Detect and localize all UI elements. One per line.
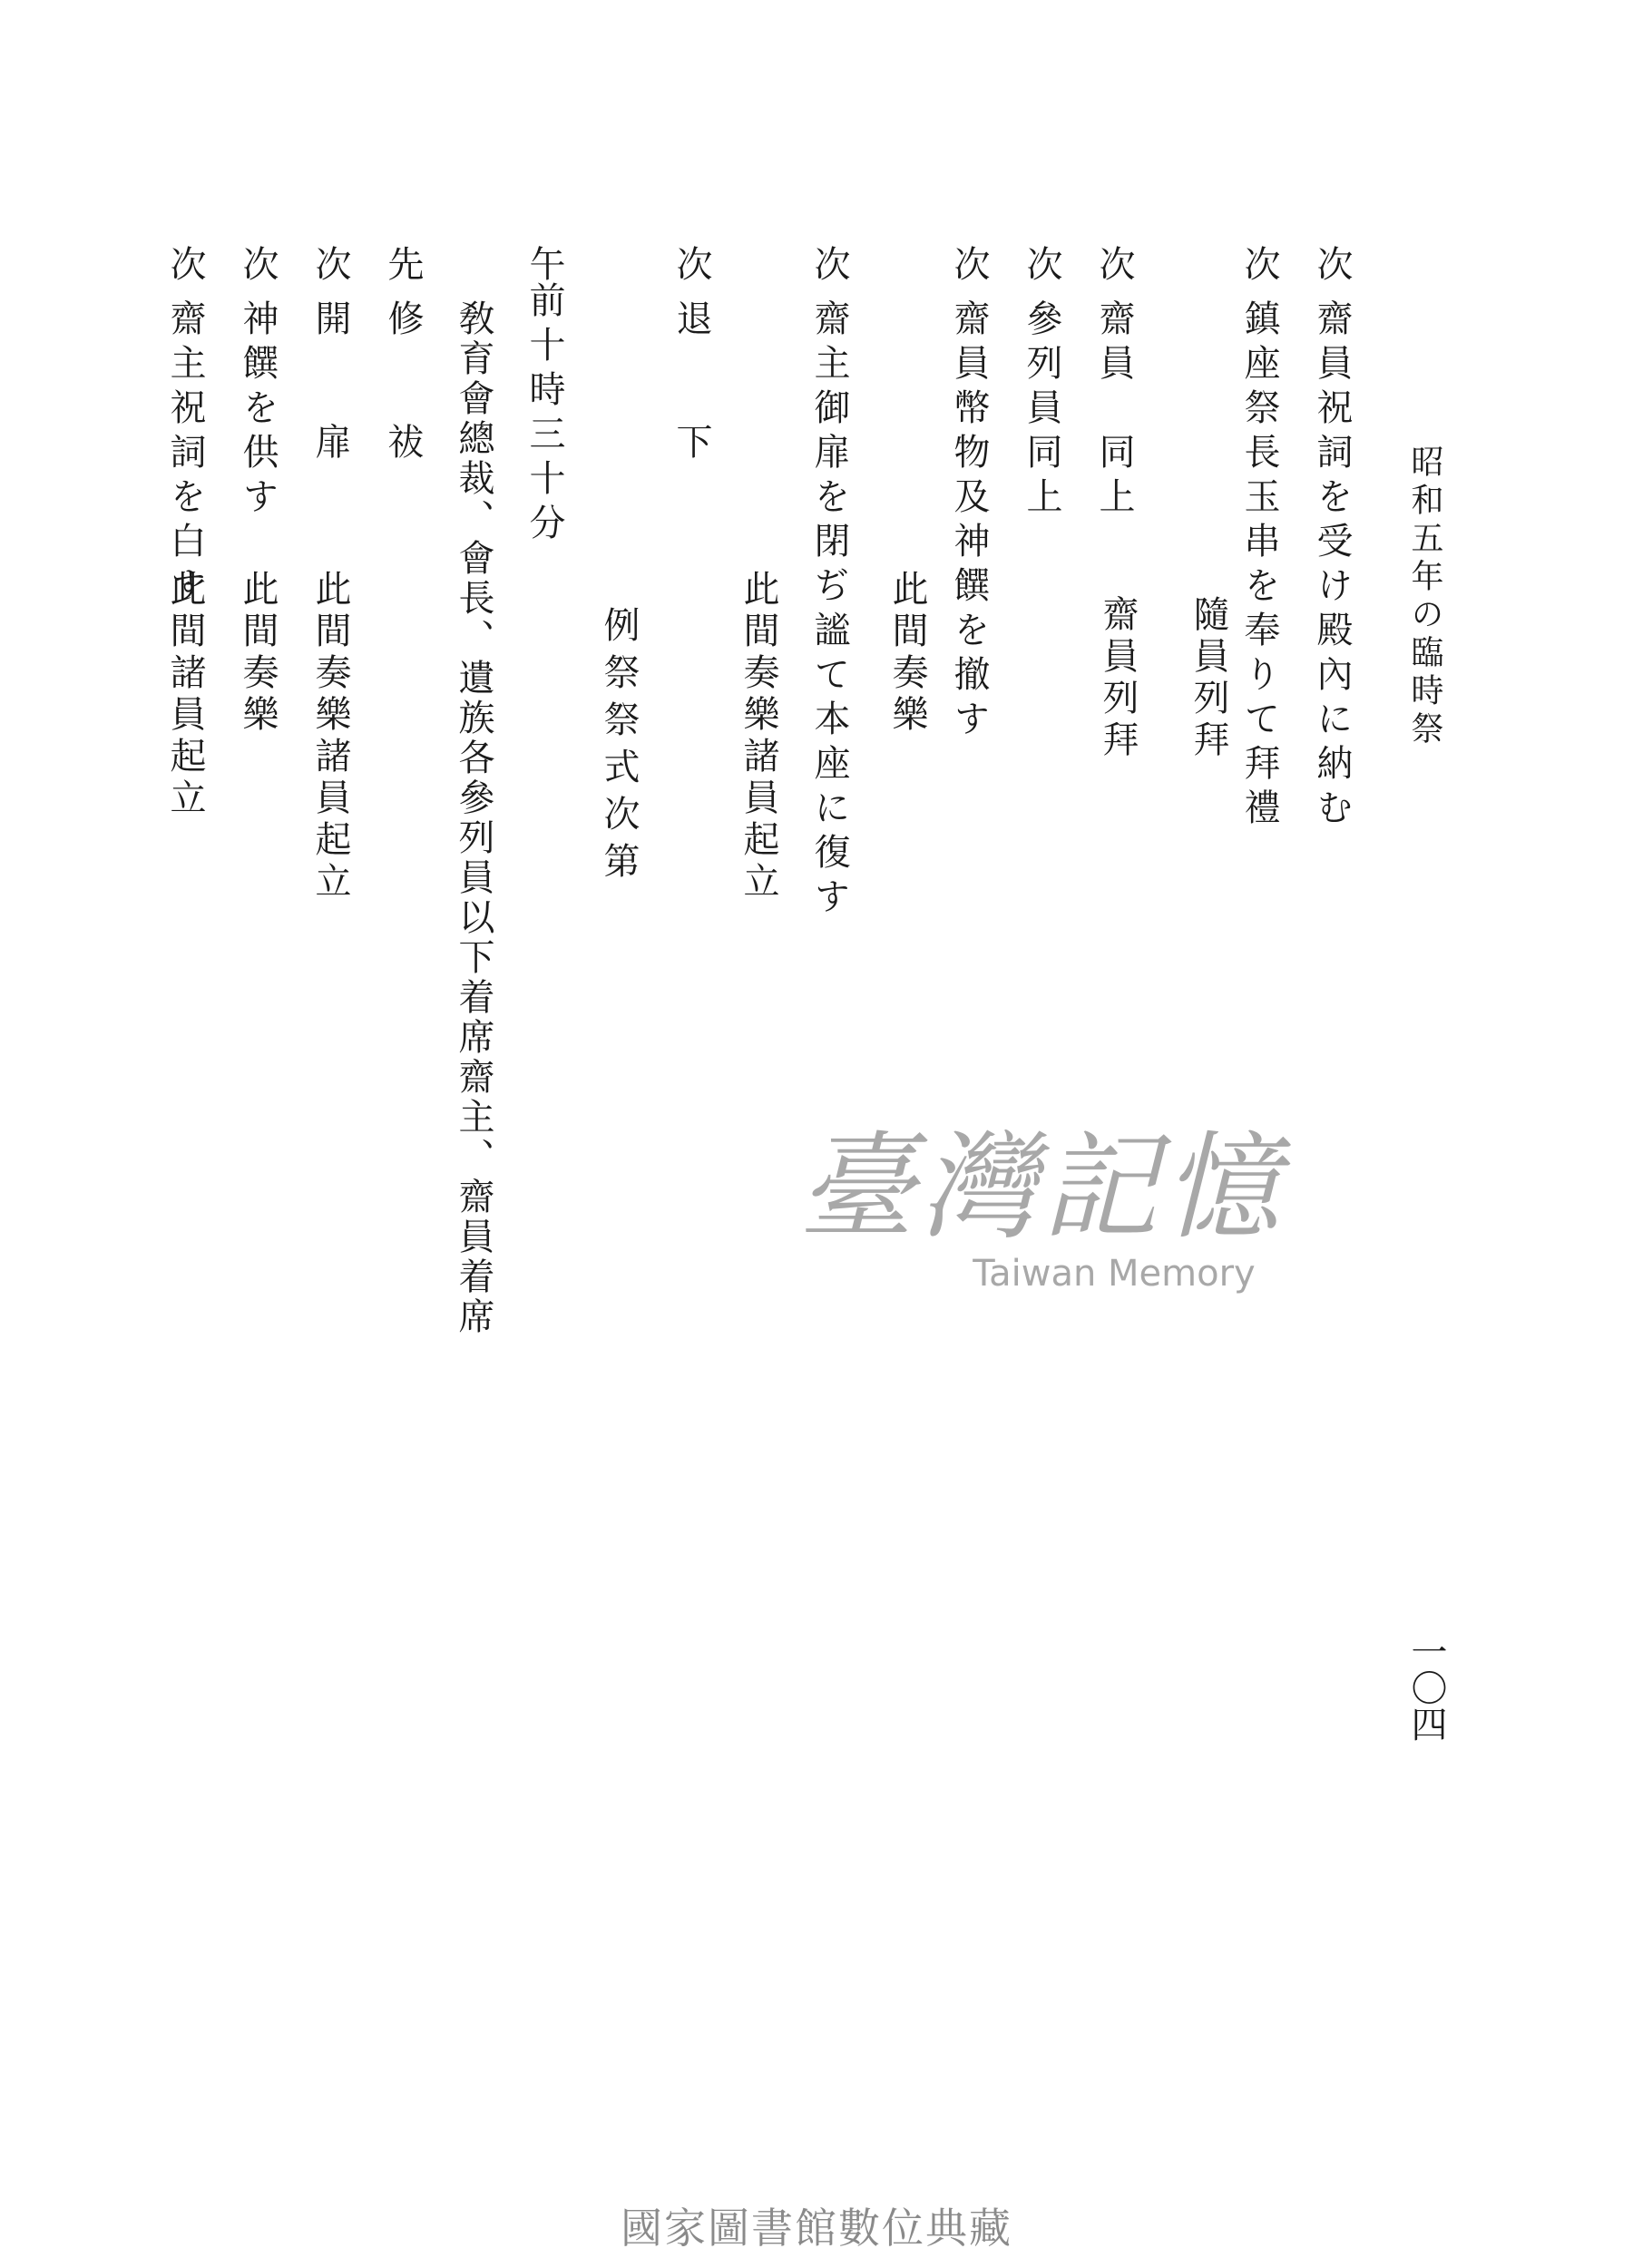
row-sublabel: 隨員列拜	[1188, 595, 1229, 762]
page-number: 一〇四	[1405, 1633, 1447, 1742]
row-lead: 次	[948, 245, 990, 281]
row-lead: 次	[1021, 245, 1062, 281]
row-lead: 次	[309, 245, 351, 281]
row-sublabel: 此間奏樂	[237, 570, 279, 737]
list-item	[670, 245, 712, 484]
row-lead: 次	[237, 245, 279, 281]
list-item	[1093, 245, 1135, 522]
list-item	[1023, 245, 1060, 522]
running-head: 昭和五年の臨時祭	[1406, 445, 1443, 749]
row-text: 齋員祝詞を受け殿內に納む	[1311, 299, 1353, 833]
row-sublabel: 齋員列拜	[1097, 595, 1139, 762]
row-sublabel: 此間奏樂	[886, 570, 928, 737]
watermark-title: 臺灣記憶	[798, 1120, 1286, 1256]
footer-credit: 國家圖書館數位典藏	[621, 2204, 1012, 2253]
row-text: 齋員 同上	[1093, 299, 1135, 522]
list-item	[164, 245, 206, 611]
list-item	[523, 245, 565, 548]
row-lead: 次	[670, 245, 712, 281]
row-sublabel: 此間奏樂諸員起立	[309, 570, 351, 904]
watermark	[798, 1120, 1286, 1295]
list-item	[808, 245, 850, 922]
row-lead: 先	[382, 245, 424, 281]
row-sublabel: 此間諸員起立	[164, 570, 206, 820]
row-lead: 午	[523, 245, 565, 281]
row-lead: 次	[164, 245, 206, 281]
row-lead: 次	[1311, 245, 1353, 281]
list-item	[382, 245, 424, 484]
row-text: 齋主御扉を閉ぢ謐て本座に復す	[808, 299, 850, 922]
row-text: 神饌を供す	[237, 299, 279, 522]
row-lead: 次	[1238, 245, 1280, 281]
watermark-subtitle: Taiwan Memory	[973, 1252, 1256, 1295]
row-text: 修 祓	[382, 299, 424, 484]
list-item	[948, 245, 990, 744]
row-text: 參列員同上	[1021, 299, 1062, 522]
list-item	[237, 245, 279, 522]
list-item	[1311, 245, 1353, 833]
row-text: 齋員幣物及神饌を撤す	[948, 299, 990, 744]
list-item	[1238, 245, 1280, 833]
row-lead: 次	[808, 245, 850, 281]
section-heading: 例祭祭式次第	[598, 606, 640, 889]
row-text: 鎮座祭長玉串を奉りて拜禮	[1238, 299, 1280, 833]
row-text: 齋主祝詞を白す	[164, 299, 206, 611]
row-text: 開 扉	[309, 299, 351, 484]
row-text: 前十時三十分	[523, 281, 565, 548]
row-text: 退 下	[670, 299, 712, 484]
row-sublabel: 此間奏樂諸員起立	[738, 570, 779, 904]
attendance-note: 敎育會總裁、會長、遺族各參列員以下着席齋主、齋員着席	[453, 299, 494, 1337]
list-item	[309, 245, 351, 484]
row-lead: 次	[1093, 245, 1135, 281]
